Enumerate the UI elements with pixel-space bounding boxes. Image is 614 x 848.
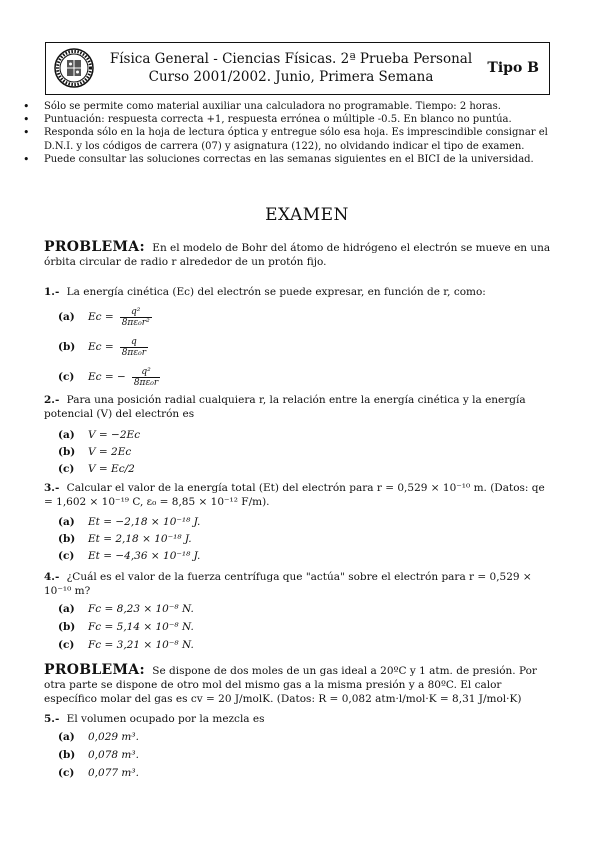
question-number: 4.- bbox=[44, 571, 60, 583]
question-1-options bbox=[58, 302, 478, 392]
option-text: Et = −4,36 × 10⁻¹⁸ J. bbox=[88, 549, 201, 562]
option-label: (a) bbox=[58, 731, 75, 743]
option-c bbox=[58, 362, 478, 392]
header-title-line1: Física General - Ciencias Físicas. 2ª Prueba Personal bbox=[109, 51, 473, 67]
option-text: 0,078 m³. bbox=[88, 749, 139, 761]
problem-heading: PROBLEMA: bbox=[44, 662, 145, 678]
fraction-denominator: 8πε₀r bbox=[121, 347, 147, 358]
option-label: (c) bbox=[58, 767, 75, 779]
option-a bbox=[58, 302, 478, 332]
question-3-options bbox=[58, 513, 478, 564]
option-b bbox=[58, 332, 478, 362]
fraction-denominator: 8πε₀r bbox=[133, 377, 159, 388]
problem-heading: PROBLEMA: bbox=[44, 239, 145, 255]
question-text: ¿Cuál es el valor de la fuerza centrífuga que "actúa" sobre el electrón para r = 0,529 × 10⁻¹⁰ m? bbox=[44, 571, 532, 597]
option-text: 0,077 m³. bbox=[88, 767, 139, 779]
option-b bbox=[58, 618, 478, 636]
question-text: Para una posición radial cualquiera r, la relación entre la energía cinética y la energía potencial (V) del electrón es bbox=[44, 394, 526, 420]
fraction-numerator: q bbox=[131, 336, 137, 347]
option-text: 0,029 m³. bbox=[88, 731, 139, 743]
option-a bbox=[58, 600, 478, 618]
option-label: (c) bbox=[58, 549, 75, 562]
exam-type-label: Tipo B bbox=[487, 60, 539, 76]
option-text: V = 2Ec bbox=[88, 445, 132, 458]
problem-text: Se dispone de dos moles de un gas ideal a 20ºC y 1 atm. de presión. Por otra parte se dispone de otro mol del mismo gas a la misma presión y a 80ºC. El calor específico molar del gas es cv = 20 J/molK. (Datos: R = 0,082 atm·l/mol·K = 8,31 J/mol·K) bbox=[44, 665, 537, 705]
exam-title: EXAMEN bbox=[265, 205, 349, 225]
question-3 bbox=[44, 481, 554, 509]
exam-header bbox=[45, 42, 550, 95]
option-label: (c) bbox=[58, 462, 75, 475]
header-title bbox=[106, 50, 476, 86]
option-text: V = Ec/2 bbox=[88, 462, 135, 475]
question-2-options bbox=[58, 426, 478, 477]
question-number: 5.- bbox=[44, 713, 60, 725]
option-a bbox=[58, 728, 478, 746]
instruction-item: • Puede consultar las soluciones correctas en las semanas siguientes en el BICI de la universidad. bbox=[20, 153, 555, 166]
question-5 bbox=[44, 712, 554, 726]
fraction-numerator: q² bbox=[141, 366, 151, 377]
question-number: 1.- bbox=[44, 286, 60, 298]
instructions-list bbox=[20, 100, 555, 166]
option-b bbox=[58, 746, 478, 764]
option-label: (c) bbox=[58, 639, 75, 651]
option-label: (a) bbox=[58, 428, 75, 441]
option-text: V = −2Ec bbox=[88, 428, 141, 441]
question-number: 3.- bbox=[44, 482, 60, 494]
option-text: Fc = 3,21 × 10⁻⁸ N. bbox=[88, 639, 194, 651]
question-1 bbox=[44, 285, 554, 299]
option-text: Et = 2,18 × 10⁻¹⁸ J. bbox=[88, 532, 192, 545]
instruction-item: • Puntuación: respuesta correcta +1, respuesta errónea o múltiple -0.5. En blanco no puntúa. bbox=[20, 113, 555, 126]
question-5-options bbox=[58, 728, 478, 782]
option-label: (b) bbox=[58, 749, 76, 761]
option-text: Et = −2,18 × 10⁻¹⁸ J. bbox=[88, 515, 201, 528]
option-a bbox=[58, 426, 478, 443]
option-text: Fc = 5,14 × 10⁻⁸ N. bbox=[88, 621, 194, 633]
problem-statement-1 bbox=[44, 240, 554, 269]
fraction-numerator: q² bbox=[131, 306, 141, 317]
option-b bbox=[58, 443, 478, 460]
question-text: Calcular el valor de la energía total (Et) del electrón para r = 0,529 × 10⁻¹⁰ m. (Datos: qe = 1,602 × 10⁻¹⁹ C, ε₀ = 8,85 × 10⁻¹² F/m). bbox=[44, 482, 545, 508]
question-4 bbox=[44, 570, 554, 598]
option-label: (a) bbox=[58, 603, 75, 615]
option-label: (a) bbox=[58, 311, 75, 323]
option-text: Fc = 8,23 × 10⁻⁸ N. bbox=[88, 603, 194, 615]
question-2 bbox=[44, 393, 554, 421]
option-fraction bbox=[120, 337, 148, 358]
option-a bbox=[58, 513, 478, 530]
option-label: (b) bbox=[58, 532, 76, 545]
option-lhs: Ec = bbox=[88, 311, 114, 323]
problem-text: En el modelo de Bohr del átomo de hidrógeno el electrón se mueve en una órbita circular de radio r alrededor de un protón fijo. bbox=[44, 242, 551, 268]
option-label: (c) bbox=[58, 371, 75, 383]
option-c bbox=[58, 764, 478, 782]
question-number: 2.- bbox=[44, 394, 60, 406]
option-b bbox=[58, 530, 478, 547]
option-fraction bbox=[132, 367, 160, 388]
option-lhs: Ec = bbox=[88, 341, 114, 353]
option-label: (a) bbox=[58, 515, 75, 528]
instruction-item: • Sólo se permite como material auxiliar una calculadora no programable. Tiempo: 2 horas. bbox=[20, 100, 555, 113]
option-lhs: Ec = − bbox=[88, 371, 126, 383]
option-label: (b) bbox=[58, 341, 76, 353]
option-c bbox=[58, 460, 478, 477]
question-text: La energía cinética (Ec) del electrón se puede expresar, en función de r, como: bbox=[66, 286, 486, 298]
instruction-item: • Responda sólo en la hoja de lectura óptica y entregue sólo esa hoja. Es imprescindible consignar el D.N.I. y los códigos de carrera (07) y asignatura (122), no olvidando indicar el tipo de examen. bbox=[20, 126, 555, 152]
option-label: (b) bbox=[58, 445, 76, 458]
option-c bbox=[58, 636, 478, 654]
option-c bbox=[58, 547, 478, 564]
question-4-options bbox=[58, 600, 478, 654]
university-seal-icon bbox=[54, 48, 94, 88]
problem-statement-2 bbox=[44, 663, 554, 706]
option-label: (b) bbox=[58, 621, 76, 633]
fraction-denominator: 8πε₀r² bbox=[121, 317, 150, 328]
question-text: El volumen ocupado por la mezcla es bbox=[66, 713, 265, 725]
option-fraction bbox=[120, 307, 152, 328]
header-title-line2: Curso 2001/2002. Junio, Primera Semana bbox=[148, 69, 434, 85]
